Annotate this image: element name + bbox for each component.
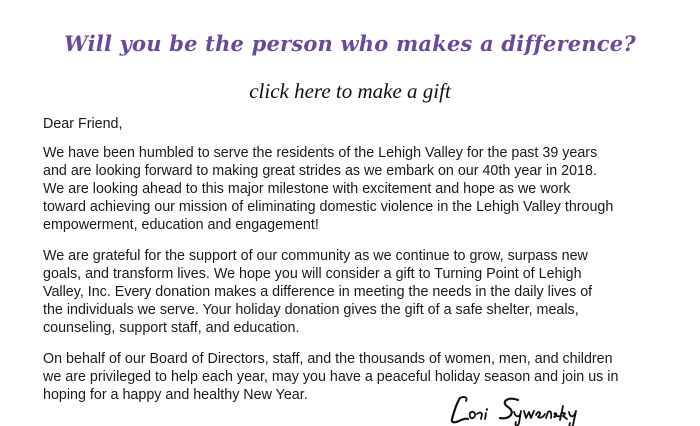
letter-body [43,115,663,417]
paragraph-line: goals, and transform lives. We hope you will consider a gift to Turning Point of Lehigh [43,266,582,282]
paragraph-line: toward achieving our mission of eliminating domestic violence in the Lehigh Valley through [43,199,614,215]
paragraph-line: counseling, support staff, and education. [43,320,300,336]
letter-paragraph-1 [43,144,663,234]
paragraph-line: Valley, Inc. Every donation makes a difference in meeting the needs in the daily lives of [43,284,593,300]
letter-greeting: Dear Friend, [43,116,123,132]
headline: Will you be the person who makes a difference? [64,31,636,56]
paragraph-line: and are looking forward to making great strides as we embark on our 40th year in 2018. [43,163,597,179]
paragraph-line: We are looking ahead to this major milestone with excitement and hope as we work [43,181,571,197]
letter-paragraph-2 [43,247,663,337]
paragraph-line: the individuals we serve. Your holiday donation gives the gift of a safe shelter, meals, [43,302,579,318]
paragraph-line: hoping for a happy and healthy New Year. [43,387,308,403]
paragraph-line: we are privileged to help each year, may you have a peaceful holiday season and join us in [43,369,619,385]
paragraph-line: We have been humbled to serve the residents of the Lehigh Valley for the past 39 years [43,145,598,161]
paragraph-line: On behalf of our Board of Directors, staff, and the thousands of women, men, and children [43,351,613,367]
paragraph-line: empowerment, education and engagement! [43,217,319,233]
handwritten-signature [446,392,586,426]
paragraph-line: We are grateful for the support of our community as we continue to grow, surpass new [43,248,588,264]
make-a-gift-link[interactable]: click here to make a gift [249,79,451,103]
